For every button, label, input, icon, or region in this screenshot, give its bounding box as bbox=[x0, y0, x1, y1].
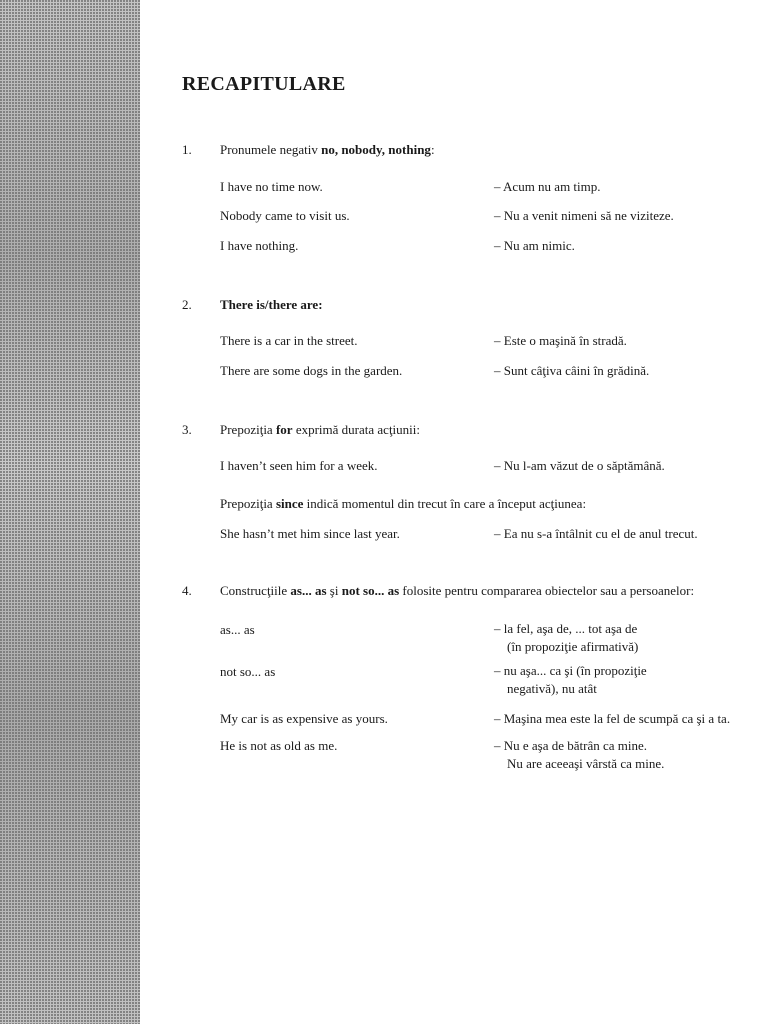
s4-example-1-ro: – Maşina mea este la fel de scumpă ca şi a ta. bbox=[494, 711, 731, 726]
s1-example-1-en: I have no time now. bbox=[220, 179, 323, 194]
section-1-heading: Pronumele negativ no, nobody, nothing: bbox=[220, 142, 435, 157]
s2-example-2-ro: – Sunt câţiva câini în grădină. bbox=[494, 363, 650, 378]
s4-notso-ro-line-1: – nu aşa... ca şi (în propoziţie bbox=[494, 663, 647, 678]
s2-example-2-en: There are some dogs in the garden. bbox=[220, 363, 403, 378]
s1-example-1-ro: – Acum nu am timp. bbox=[494, 179, 601, 194]
s4-asas-ro-line-1: – la fel, aşa de, ... tot aşa de bbox=[494, 621, 638, 636]
s1-example-2-en: Nobody came to visit us. bbox=[220, 208, 350, 223]
s4-example-1-en: My car is as expensive as yours. bbox=[220, 711, 388, 726]
s2-example-1-en: There is a car in the street. bbox=[220, 333, 358, 348]
s3-example-1-en: I haven’t seen him for a week. bbox=[220, 458, 378, 473]
s4-example-2-en: He is not as old as me. bbox=[220, 738, 338, 753]
s3-example-2-ro: – Ea nu s-a întâlnit cu el de anul trecut. bbox=[494, 526, 698, 541]
section-2-number: 2. bbox=[182, 297, 192, 312]
section-3-number: 3. bbox=[182, 422, 192, 437]
s1-example-3-en: I have nothing. bbox=[220, 238, 299, 253]
s2-example-1-ro: – Este o maşină în stradă. bbox=[494, 333, 627, 348]
s3-example-2-en: She hasn’t met him since last year. bbox=[220, 526, 400, 541]
s3-example-1-ro: – Nu l-am văzut de o săptămână. bbox=[494, 458, 665, 473]
s4-example-2-ro-line-2: Nu are aceeaşi vârstă ca mine. bbox=[507, 756, 665, 771]
s1-example-2-ro: – Nu a venit nimeni să ne viziteze. bbox=[494, 208, 674, 223]
section-3-heading: Prepoziţia for exprimă durata acţiunii: bbox=[220, 422, 421, 437]
s4-asas-ro-line-2: (în propoziţie afirmativă) bbox=[507, 639, 639, 654]
s1-example-3-ro: – Nu am nimic. bbox=[494, 238, 575, 253]
section-3-subheading: Prepoziţia since indică momentul din trecut în care a început acţiunea: bbox=[220, 496, 587, 511]
s4-asas-en: as... as bbox=[220, 622, 255, 637]
s4-notso-en: not so... as bbox=[220, 664, 276, 679]
section-4-heading: Construcţiile as... as şi not so... as folosite pentru compararea obiectelor sau a persoanelor: bbox=[220, 583, 695, 598]
section-2-heading: There is/there are: bbox=[220, 297, 323, 312]
section-4-number: 4. bbox=[182, 583, 192, 598]
textured-sidebar bbox=[0, 0, 140, 1024]
page-title: RECAPITULARE bbox=[182, 73, 346, 95]
s4-example-2-ro-line-1: – Nu e aşa de bătrân ca mine. bbox=[494, 738, 648, 753]
s4-notso-ro-line-2: negativă), nu atât bbox=[507, 681, 597, 696]
section-1-number: 1. bbox=[182, 142, 192, 157]
